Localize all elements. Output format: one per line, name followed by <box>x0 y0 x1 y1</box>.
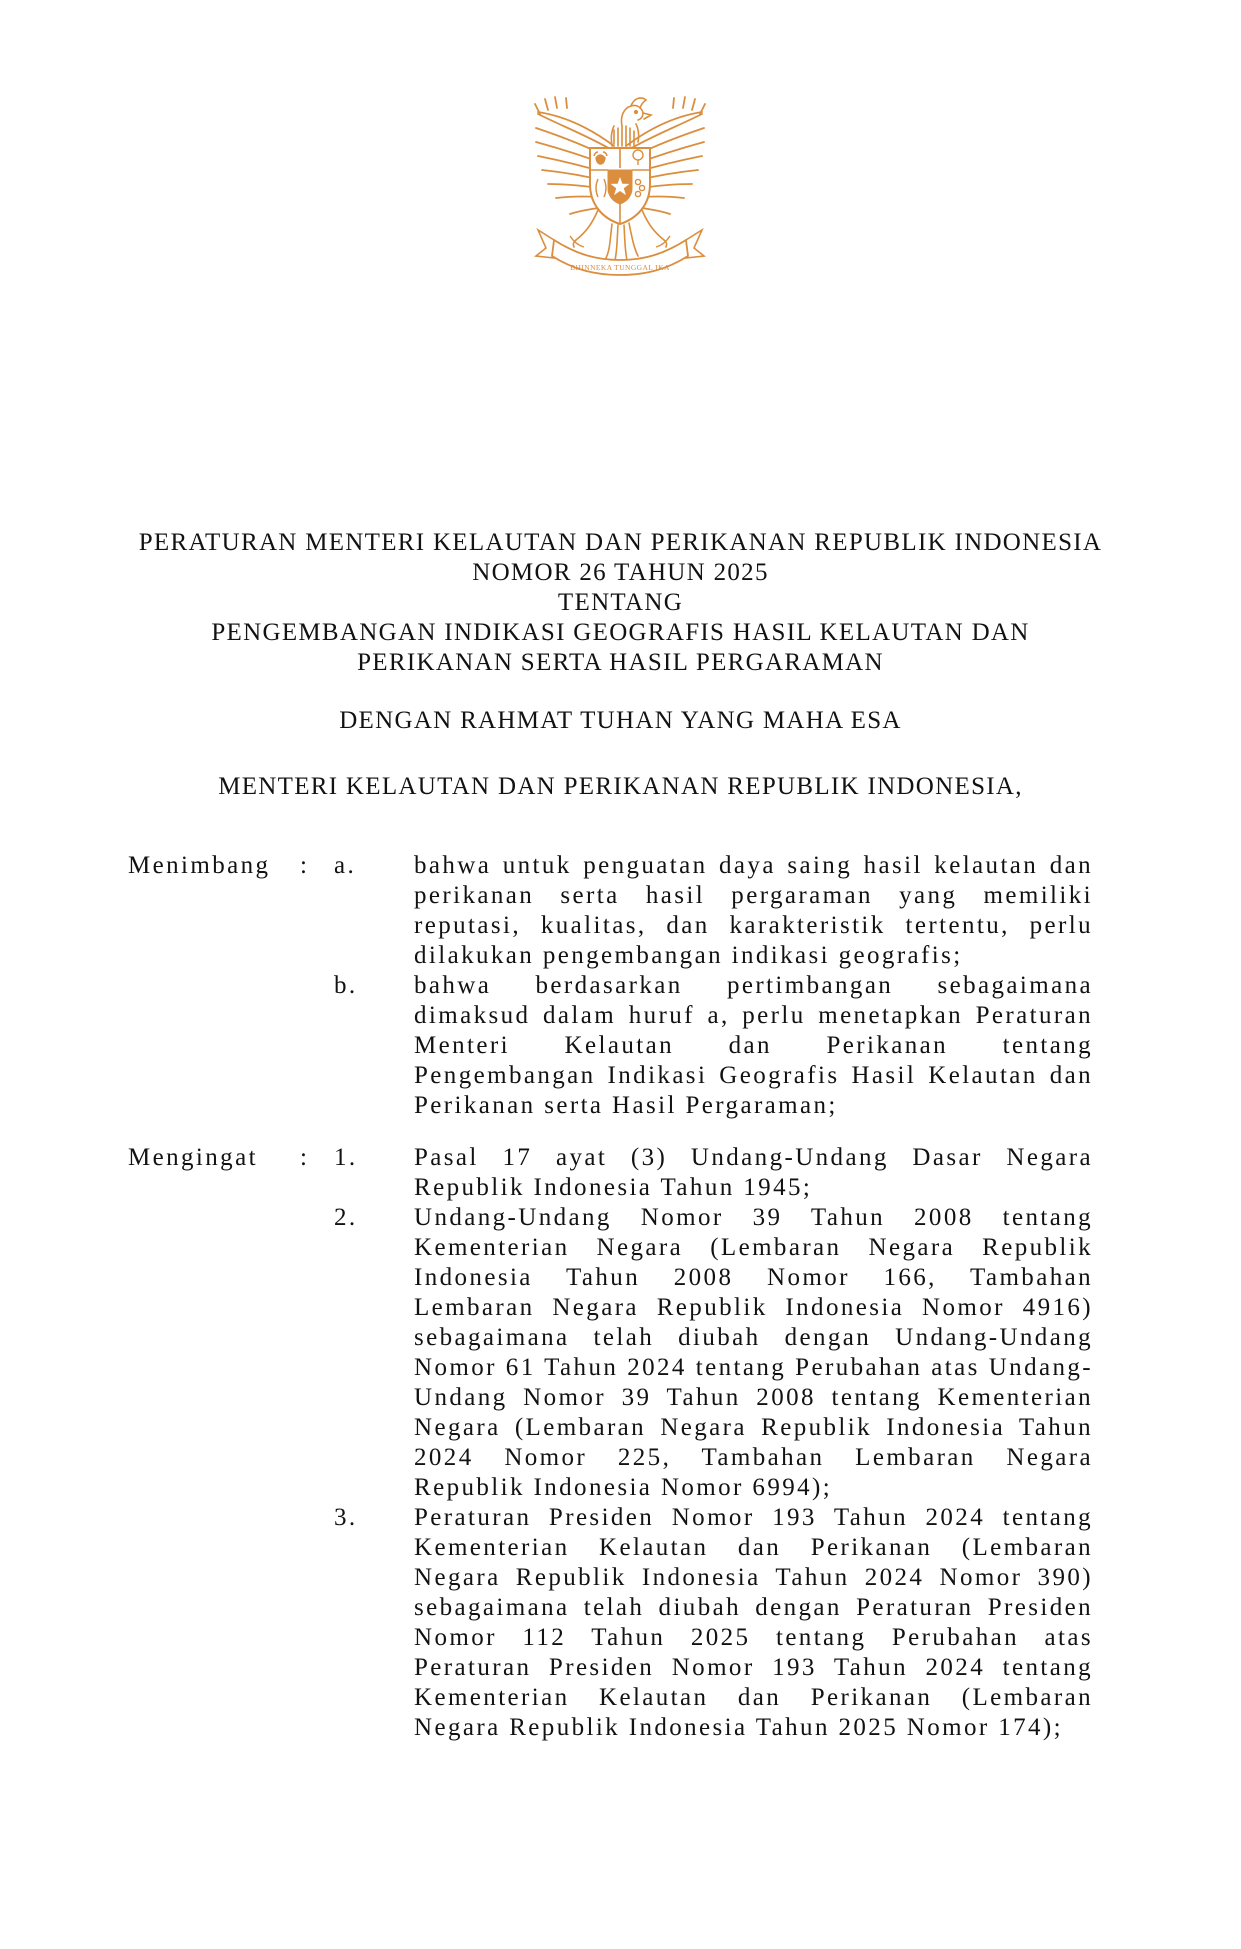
section-label: Menimbang <box>128 852 271 879</box>
document-title <box>120 528 1121 678</box>
section-label: Mengingat <box>128 1144 258 1171</box>
item-text: Undang-Undang Nomor 39 Tahun 2008 tentang Kementerian Negara (Lembaran Negara Republik Indonesia Tahun 2008 Nomor 166, Tambahan Lembaran Negara Republik Indonesia Nomor 4916) sebagaimana telah diubah dengan Undang-Undang Nomor 61 Tahun 2024 tentang Perubahan atas Undang-Undang Nomor 39 Tahun 2008 tentang Kementerian Negara (Lembaran Negara Republik Indonesia Tahun 2024 Nomor 225, Tambahan Lembaran Negara Republik Indonesia Nomor 6994); <box>414 1204 1093 1501</box>
item-marker: 2. <box>334 1204 358 1231</box>
item-text: bahwa untuk penguatan daya saing hasil kelautan dan perikanan serta hasil pergaraman yang memiliki reputasi, kualitas, dan karakteristik tertentu, perlu dilakukan pengembangan indikasi geografis; <box>414 852 1093 969</box>
section-menimbang <box>128 851 1093 1121</box>
item-text: bahwa berdasarkan pertimbangan sebagaimana dimaksud dalam huruf a, perlu menetapkan Peraturan Menteri Kelautan dan Perikanan tentang Pengembangan Indikasi Geografis Hasil Kelautan dan Perikanan serta Hasil Pergaraman; <box>414 972 1093 1119</box>
item-text: Peraturan Presiden Nomor 193 Tahun 2024 tentang Kementerian Kelautan dan Perikanan (Lembaran Negara Republik Indonesia Tahun 2024 Nomor 390) sebagaimana telah diubah dengan Peraturan Presiden Nomor 112 Tahun 2025 tentang Perubahan atas Peraturan Presiden Nomor 193 Tahun 2024 tentang Kementerian Kelautan dan Perikanan (Lembaran Negara Republik Indonesia Tahun 2025 Nomor 174); <box>414 1504 1093 1741</box>
legal-basis-item <box>334 1203 1093 1503</box>
consideration-item <box>334 971 1093 1121</box>
title-line: PERATURAN MENTERI KELAUTAN DAN PERIKANAN REPUBLIK INDONESIA <box>138 529 1103 556</box>
title-line: PENGEMBANGAN INDIKASI GEOGRAFIS HASIL KELAUTAN DAN <box>211 619 1030 646</box>
item-text: Pasal 17 ayat (3) Undang-Undang Dasar Negara Republik Indonesia Tahun 1945; <box>414 1144 1093 1201</box>
item-marker: b. <box>334 972 358 999</box>
garuda-pancasila-icon <box>530 84 710 274</box>
item-marker: 3. <box>334 1504 358 1531</box>
legal-basis-item <box>334 1503 1093 1743</box>
garuda-emblem-svg <box>530 84 710 276</box>
item-marker: 1. <box>334 1144 358 1171</box>
emblem-ribbon-text: BHINNEKA TUNGGAL IKA <box>570 263 670 272</box>
section-mengingat <box>128 1143 1093 1743</box>
title-line: TENTANG <box>557 589 684 616</box>
section-items <box>334 851 1093 1121</box>
ribbon-banner <box>536 230 704 275</box>
section-items <box>334 1143 1093 1743</box>
title-line: PERIKANAN SERTA HASIL PERGARAMAN <box>357 649 884 676</box>
pancasila-shield <box>590 148 650 224</box>
item-marker: a. <box>334 852 357 879</box>
invocation-line: DENGAN RAHMAT TUHAN YANG MAHA ESA <box>339 707 902 734</box>
section-colon: : <box>300 1144 310 1171</box>
consideration-item <box>334 851 1093 971</box>
section-colon: : <box>300 852 310 879</box>
authority-line: MENTERI KELAUTAN DAN PERIKANAN REPUBLIK INDONESIA, <box>218 773 1023 800</box>
title-line: NOMOR 26 TAHUN 2025 <box>472 559 769 586</box>
legal-basis-item <box>334 1143 1093 1203</box>
